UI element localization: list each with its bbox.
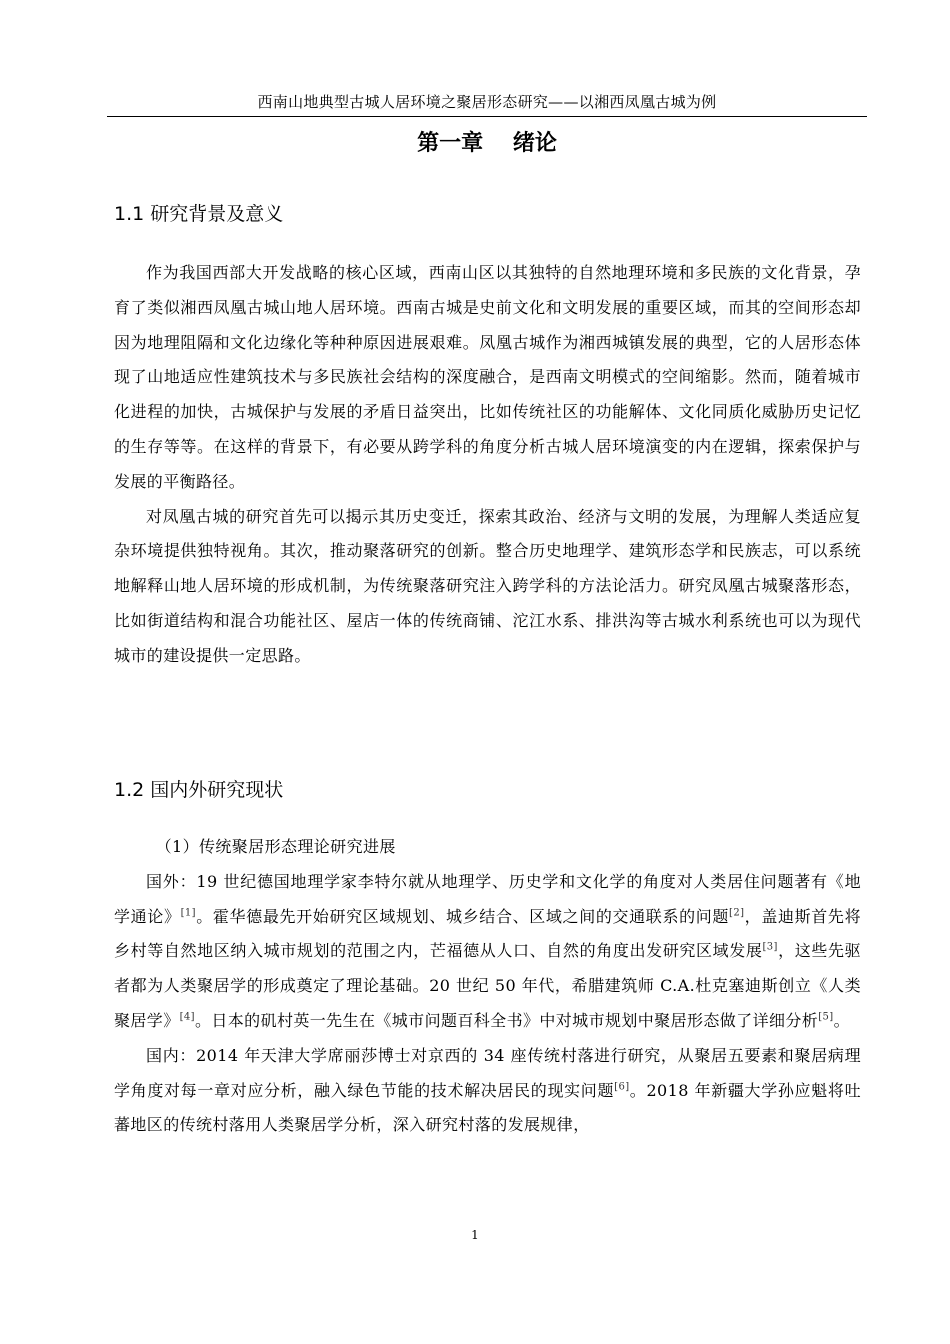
citation-1: [1] <box>180 907 196 919</box>
subheading-theory-progress: （1）传统聚居形态理论研究进展 <box>155 837 396 856</box>
foreign-text-4: ，这些先驱者都为人类聚居学的形成奠定了理论基础。20 世纪 50 年代，希腊建筑师 C.A.杜克塞迪斯创立《人类聚居学》 <box>114 941 861 1030</box>
foreign-text-1: 国外：19 世纪德国地理学家李特尔就从地理学、历史学和文化学的角度对人类居住问题著有《地学通论》 <box>114 871 861 926</box>
section-1-2-body <box>114 830 861 1143</box>
citation-6: [6] <box>614 1081 630 1093</box>
citation-4: [4] <box>179 1011 195 1023</box>
paragraph-foreign-research <box>114 865 861 1039</box>
section-1-1-body <box>114 256 861 674</box>
chapter-title: 第一章 绪论 <box>417 131 557 156</box>
paragraph-background: 作为我国西部大开发战略的核心区域，西南山区以其独特的自然地理环境和多民族的文化背景，孕育了类似湘西凤凰古城山地人居环境。西南古城是史前文化和文明发展的重要区域，而其的空间形态却因为地理阻隔和文化边缘化等种种原因进展艰难。凤凰古城作为湘西城镇发展的典型，它的人居形态体现了山地适应性建筑技术与多民族社会结构的深度融合，是西南文明模式的空间缩影。然而，随着城市化进程的加快，古城保护与发展的矛盾日益突出，比如传统社区的功能解体、文化同质化威胁历史记忆的生存等等。在这样的背景下，有必要从跨学科的角度分析古城人居环境演变的内在逻辑，探索保护与发展的平衡路径。 <box>114 263 861 491</box>
domestic-text-2: 。2018 年新疆大学孙应魁将吐蕃地区的传统村落用人类聚居学分析，深入研究村落的发展规律， <box>114 1080 861 1135</box>
paragraph-domestic-research <box>114 1039 861 1143</box>
section-heading-1-2: 1.2 国内外研究现状 <box>114 779 284 801</box>
citation-3: [3] <box>762 942 778 954</box>
foreign-text-2: 。霍华德最先开始研究区域规划、城乡结合、区域之间的交通联系的问题 <box>195 906 730 926</box>
domestic-text-1: 国内：2014 年天津大学席丽莎博士对京西的 34 座传统村落进行研究，从聚居五要素和聚居病理学角度对每一章对应分析，融入绿色节能的技术解决居民的现实问题 <box>114 1045 861 1100</box>
citation-2: [2] <box>729 907 745 919</box>
paragraph-significance: 对凤凰古城的研究首先可以揭示其历史变迁，探索其政治、经济与文明的发展，为理解人类适应复杂环境提供独特视角。其次，推动聚落研究的创新。整合历史地理学、建筑形态学和民族志，可以系统地解释山地人居环境的形成机制，为传统聚落研究注入跨学科的方法论活力。研究凤凰古城聚落形态，比如街道结构和混合功能社区、屋店一体的传统商铺、沱江水系、排洪沟等古城水利系统也可以为现代城市的建设提供一定思路。 <box>114 506 861 665</box>
citation-5: [5] <box>818 1011 834 1023</box>
section-heading-1-1: 1.1 研究背景及意义 <box>114 203 284 225</box>
foreign-text-3: ，盖迪斯首先将乡村等自然地区纳入城市规划的范围之内，芒福德从人口、自然的角度出发研究区域发展 <box>114 906 861 961</box>
running-header: 西南山地典型古城人居环境之聚居形态研究——以湘西凤凰古城为例 <box>257 93 717 111</box>
header-rule <box>107 116 867 117</box>
page-number: 1 <box>471 1228 479 1242</box>
foreign-text-5: 。日本的矶村英一先生在《城市问题百科全书》中对城市规划中聚居形态做了详细分析 <box>194 1010 819 1030</box>
foreign-text-6: 。 <box>833 1010 850 1030</box>
